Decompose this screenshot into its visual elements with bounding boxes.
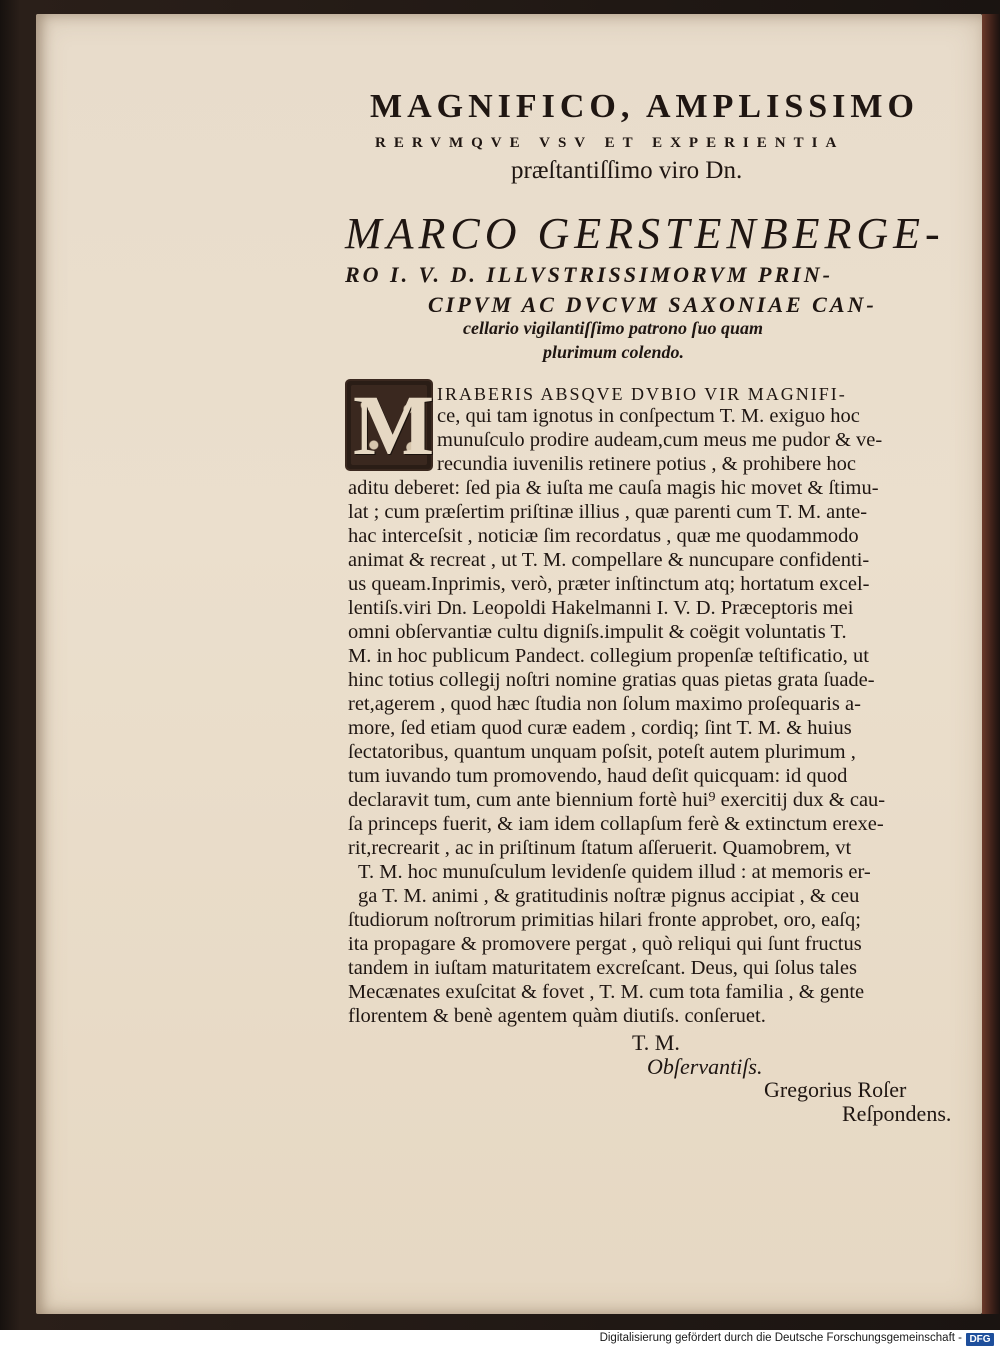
body-line: hinc totius collegij noſtri nomine gratias quas pietas grata ſuade- — [348, 669, 875, 691]
body-line: ſtudiorum noſtrorum primitias hilari fronte approbet, oro, eaſq; — [348, 909, 861, 931]
body-line: recundia iuvenilis retinere potius , & prohibere hoc — [437, 453, 856, 475]
body-line: IRABERIS ABSQVE DVBIO VIR MAGNIFI- — [437, 384, 847, 404]
decorated-initial — [347, 377, 435, 473]
dfg-logo-icon: DFG — [966, 1333, 994, 1346]
signatory-name: Gregorius Roſer — [764, 1077, 907, 1102]
body-line: Mecænates exuſcitat & fovet , T. M. cum tota familia , & gente — [348, 981, 865, 1003]
body-line: aditu deberet: ſed pia & iuſta me cauſa magis hic movet & ſtimu- — [348, 477, 879, 499]
heading-line-3: præſtantiſſimo viro Dn. — [511, 157, 743, 184]
heading-line-2: RERVMQVE VSV ET EXPERIENTIA — [375, 135, 845, 151]
dedicatee-line-3: CIPVM AC DVCVM SAXONIAE CAN- — [428, 292, 877, 317]
dedicatee-name: MARCO GERSTENBERGE- — [345, 209, 945, 258]
body-line: ſectatoribus, quantum unquam poſsit, poteſt autem plurimum , — [348, 741, 856, 763]
body-line: ita propagare & promovere pergat , quò reliqui qui ſunt fructus — [348, 933, 862, 955]
body-line: ſa princeps fuerit, & iam idem collapſum ferè & extinctum erexe- — [348, 813, 884, 835]
body-line: florentem & benè agentem quàm diutiſs. conſeruet. — [348, 1005, 766, 1027]
dedicatee-line-5: plurimum colendo. — [543, 342, 685, 362]
heading-line-1: MAGNIFICO, AMPLISSIMO — [370, 88, 919, 125]
closing-tm: T. M. — [632, 1030, 680, 1055]
body-line: T. M. hoc munuſculum levidenſe quidem illud : at memoris er- — [358, 861, 871, 883]
body-line: animat & recreat , ut T. M. compellare & nuncupare confidenti- — [348, 549, 870, 571]
digitization-footer — [0, 1330, 1000, 1349]
body-line: declaravit tum, cum ante biennium fortè hui⁹ exercitij dux & cau- — [348, 789, 886, 811]
closing-observantissimus: Obſervantiſs. — [647, 1054, 763, 1079]
body-line: ga T. M. animi , & gratitudinis noſtræ pignus accipiat , & ceu — [358, 885, 860, 907]
book-edge — [982, 14, 1000, 1314]
body-line: more, ſed etiam quod curæ eadem , cordiq; ſint T. M. & huius — [348, 717, 852, 739]
body-line: rit,recrearit , ac in priſtinum ſtatum aſſeruerit. Quamobrem, vt — [348, 837, 852, 859]
body-line: ce, qui tam ignotus in conſpectum T. M. exiguo hoc — [437, 405, 860, 427]
dedicatee-line-4: cellario vigilantiſſimo patrono ſuo quam — [463, 318, 764, 338]
body-line: lentiſs.viri Dn. Leopoldi Hakelmanni I. V. D. Præceptoris mei — [348, 597, 854, 619]
signatory-role: Reſpondens. — [842, 1101, 952, 1126]
body-line: M. in hoc publicum Pandect. collegium propenſæ teſtificatio, ut — [348, 645, 869, 667]
dedicatee-line-2: RO I. V. D. ILLVSTRISSIMORVM PRIN- — [345, 262, 833, 287]
body-line: omni obſervantiæ cultu digniſs.impulit & coëgit voluntatis T. — [348, 621, 847, 643]
body-line: ret,agerem , quod hæc ſtudia non ſolum maximo proſequaris a- — [348, 693, 861, 715]
initial-letter: M — [353, 377, 435, 473]
body-line: lat ; cum præſertim priſtinæ illius , quæ parenti cum T. M. ante- — [348, 501, 868, 523]
body-line: munuſculo prodire audeam,cum meus me pudor & ve- — [437, 429, 883, 451]
body-line: us queam.Inprimis, verò, præter inſtinctum atq; hortatum excel- — [348, 573, 870, 595]
body-line: tandem in iuſtam maturitatem excreſcant. Deus, qui ſolus tales — [348, 957, 857, 979]
funding-credit: Digitalisierung gefördert durch die Deutsche Forschungsgemeinschaft - — [599, 1332, 962, 1344]
body-line: tum iuvando tum promovendo, haud deſit quicquam: id quod — [348, 765, 848, 787]
body-line: hac interceſsit , noticiæ ſim recordatus , quæ me quodammodo — [348, 525, 859, 547]
